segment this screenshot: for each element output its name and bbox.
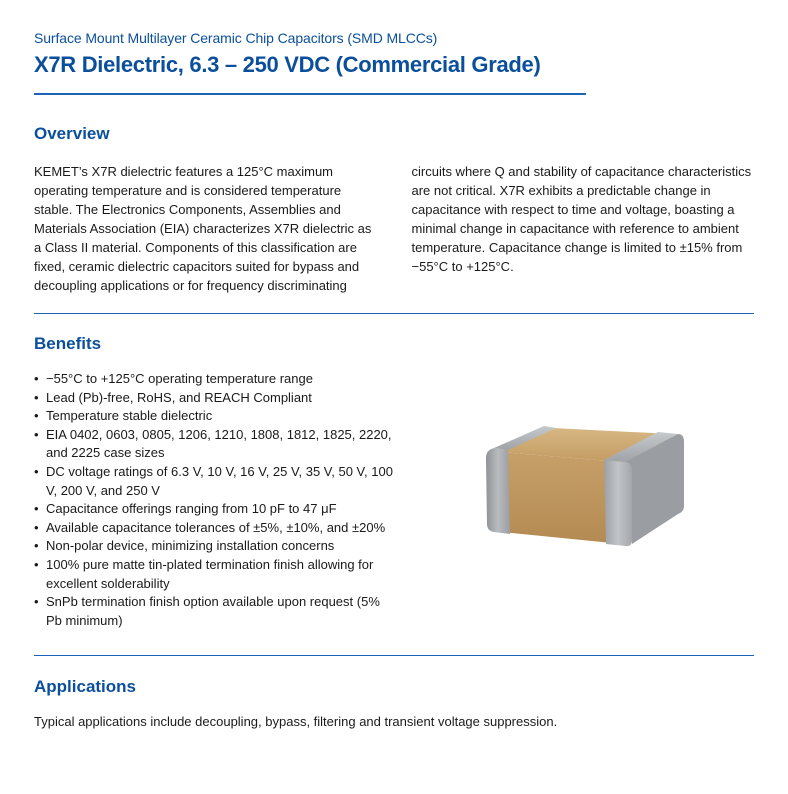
benefit-item: • SnPb termination finish option available upon request (5% Pb minimum) (34, 593, 394, 630)
benefits-divider (34, 655, 754, 656)
document-title: X7R Dielectric, 6.3 – 250 VDC (Commercial Grade) (34, 52, 541, 77)
benefit-item: • Temperature stable dielectric (34, 407, 394, 426)
overview-divider (34, 313, 754, 314)
title-divider (34, 93, 586, 95)
right-termination (604, 460, 632, 546)
benefits-list (34, 370, 394, 630)
benefit-item: • Available capacitance tolerances of ±5%, ±10%, and ±20% (34, 519, 394, 538)
left-termination (486, 448, 510, 534)
overview-text: KEMET’s X7R dielectric features a 125°C maximum operating temperature and is considered temperature stable. The Electronics Components, Assemblies and Materials Association (EIA) characterizes X7R dielectric as a Class II material. Components of this classification are fixed, ceramic dielectric capacitors suited for bypass and decoupling applications or for frequency discriminating circuits where Q and stability of capacitance characteristics are not critical. X7R exhibits a predictable change in capacitance with respect to time and voltage, boasting a minimal change in capacitance with reference to ambient temperature. Capacitance change is limited to ±15% from −55°C to +125°C. (34, 164, 752, 293)
benefit-item: • EIA 0402, 0603, 0805, 1206, 1210, 1808, 1812, 1825, 2220, and 2225 case sizes (34, 426, 394, 463)
document-subtitle: Surface Mount Multilayer Ceramic Chip Capacitors (SMD MLCCs) (34, 30, 438, 46)
applications-text: Typical applications include decoupling, bypass, filtering and transient voltage suppression. (34, 714, 558, 729)
benefit-item: • Capacitance offerings ranging from 10 pF to 47 μF (34, 500, 394, 519)
benefit-item: • Non-polar device, minimizing installation concerns (34, 537, 394, 556)
mlcc-capacitor-image (482, 420, 692, 555)
benefit-item: • 100% pure matte tin-plated termination finish allowing for excellent solderability (34, 556, 394, 593)
benefits-heading: Benefits (34, 334, 102, 353)
benefit-item: • −55°C to +125°C operating temperature range (34, 370, 394, 389)
overview-body (34, 162, 754, 297)
overview-heading: Overview (34, 124, 110, 143)
capacitor-body (500, 452, 622, 544)
benefit-item: • Lead (Pb)-free, RoHS, and REACH Compliant (34, 389, 394, 408)
benefit-item: • DC voltage ratings of 6.3 V, 10 V, 16 V, 25 V, 35 V, 50 V, 100 V, 200 V, and 250 V (34, 463, 394, 500)
applications-heading: Applications (34, 677, 137, 696)
